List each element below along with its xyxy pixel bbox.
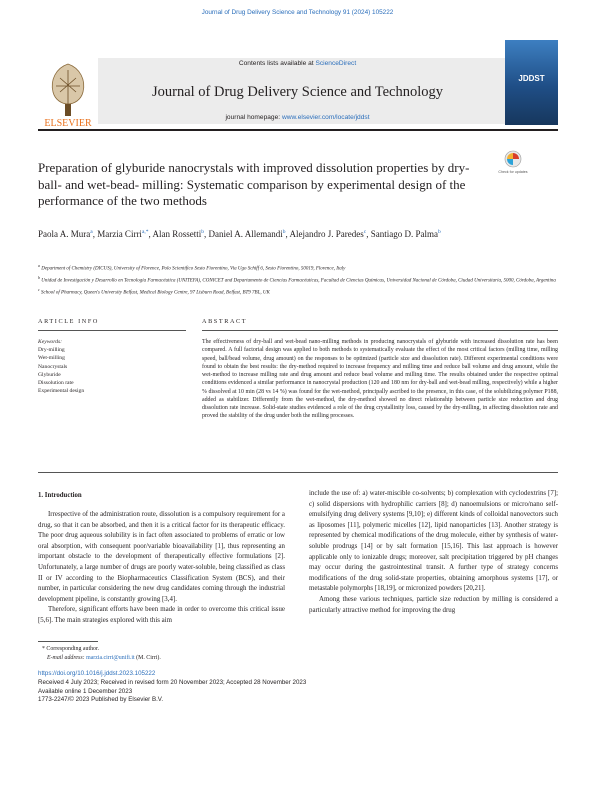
author-list (38, 226, 508, 241)
author-affiliation-marker[interactable]: c (363, 229, 367, 235)
author-separator: , (204, 229, 209, 239)
publication-metadata (38, 670, 438, 705)
affiliation-marker: c (38, 286, 40, 292)
affiliation-list (38, 262, 558, 298)
email-label: E-mail address: (47, 654, 85, 661)
keyword-list (38, 346, 188, 395)
keywords-label: Keywords: (38, 339, 63, 345)
header-rule (38, 129, 558, 131)
author-name[interactable]: Paola A. Mura (38, 229, 91, 239)
keyword: Glyburide (38, 371, 61, 378)
keywords-block (38, 338, 188, 395)
abstract-heading: ABSTRACT (202, 318, 248, 325)
author-name[interactable]: Daniel A. Allemandi (208, 229, 283, 239)
affiliation (38, 262, 558, 274)
doi-link[interactable]: https://doi.org/10.1016/j.jddst.2023.105222 (38, 670, 156, 677)
email-line (38, 654, 338, 663)
sciencedirect-link[interactable]: ScienceDirect (315, 60, 357, 67)
footnote (38, 645, 338, 662)
author-separator: , (148, 229, 153, 239)
introduction-right-column (309, 489, 558, 616)
author-separator: , (92, 229, 98, 239)
author-affiliation-marker[interactable]: b (201, 229, 205, 235)
journal-name: Journal of Drug Delivery Science and Technology (151, 84, 444, 100)
introduction-left-column (38, 510, 285, 627)
affiliation-text: Department of Chemistry (DICUS), University of Florence, Polo Scientifico Sesto Fiorentino, Via Ugo Schiff 6, Sesto Fiorentino, 50019, Florence, Italy (40, 266, 346, 272)
homepage-link[interactable]: www.elsevier.com/locate/jddst (281, 114, 370, 121)
author-name[interactable]: Alejandro J. Paredes (289, 229, 364, 239)
corresponding-author-note: * Corresponding author. (42, 646, 100, 652)
author-separator: , (285, 229, 290, 239)
author-name[interactable]: Alan Rossetti (152, 229, 202, 239)
running-head[interactable]: Journal of Drug Delivery Science and Technology 91 (2024) 105222 (201, 9, 394, 16)
keyword: Nanocrystals (38, 363, 68, 370)
email-link[interactable]: marzia.cirri@unifi.it (86, 654, 135, 661)
crossmark-label: Check for updates (498, 170, 528, 174)
introduction-heading: 1. Introduction (38, 492, 82, 499)
author-affiliation-marker[interactable]: a,* (141, 229, 149, 235)
check-for-updates-icon[interactable] (498, 150, 528, 178)
paragraph: Therefore, significant efforts have been made in order to overcome this critical issue [5,6]. The main strategies explored with this aim (38, 606, 285, 624)
abstract-text: The effectiveness of dry-ball and wet-bead nano-milling methods in producing nanocrystals of glyburide with increased dissolution rate has been compared. A full factorial design was applied to both methods to systematically evaluate the effect of the most critical factors (milling time, milling speed, ball/bead volume, drug amount) on the responses to be optimized (particle size and dissolution rate). Different experimental conditions were found to obtain the best results: the dry-method required to increase frequency and milling time and reduce ball volume and drug amount, while the wet-method to increase milling rate and drug amount and reduce bead volume and milling time. The results obtained under the respective optimal conditions evidenced a similar performance in nanocrystal production (120 and 180 nm for dry-ball and wet-bead milling, respectively) while a higher % dissolved at 10 min (28 vs 14 %) was found for the wet-method, principally ascribed to the presence, in this case, of the solubilizing polymer P188, added as stabilizer. Differently from the wet-method, the dry-method showed no direct relationship between particle size reduction and drug dissolution rate increase. Solid-state studies evidenced a role of the drug crystallinity loss, caused by the dry-milling, in affecting dissolution rate and proved the stability of the drug under both the milling processes. (202, 339, 558, 420)
article-title: Preparation of glyburide nanocrystals with improved dissolution properties by dry-ball- and wet-bead- milling: Systematic comparison by experimental design of the performance of the two methods (38, 160, 470, 208)
author-separator: , (366, 229, 371, 239)
affiliation (38, 286, 558, 298)
paragraph: Irrespective of the administration route, dissolution is a compulsory requirement for a drug, so that it can be absorbed, and then it is a critical factor for its therapeutic efficacy. The poor drug aqueous solubility is in fact often associated to problems of erratic or low oral absorption, with consequent poor/variable bioavailability [1], thus representing an important obstacle to the development of therapeutically effective formulations [2]. Unfortunately, a large number of drugs are poorly water-soluble, being classified as class II or IV according to the Biopharmaceutics Classification System (BCS), and their number, in particular considering the new drug candidates coming through the industrial development pipeline, is constantly growing [3,4]. (38, 511, 285, 603)
email-suffix: (M. Cirri). (136, 654, 161, 661)
online-date: Available online 1 December 2023 (38, 687, 133, 695)
affiliation-text: School of Pharmacy, Queen's University Belfast, Medical Biology Centre, 97 Lisburn Road, Belfast, BT9 7BL, UK (39, 290, 270, 296)
affiliation-marker: a (38, 263, 40, 268)
author-affiliation-marker[interactable]: a (90, 229, 93, 235)
paragraph: include the use of: a) water-miscible co-solvents; b) complexation with cyclodextrins [7]; c) solid dispersions with hydrophilic carriers [8]; d) nanoemulsions or micro/nano self-emulsifying drug delivery systems [9,10]; e) different kinds of colloidal nanovectors such as liposomes [11], polymeric micelles [12], lipid nanoparticles [13]. Another strategy is represented by chemical modifications of the drug molecule, either by synthesis of water-soluble prodrugs [14] or by salt formation [15,16]. This last approach is however applicable only to ionizable drugs; moreover, salt precipitation triggered by pH changes may occur during the gastrointestinal transit. A further type of strategy concerns modifications of the drug solid-state properties, obtaining amorphous systems [17], or metastable polymorphs [18,19], or micronized powders [20,21]. (309, 490, 558, 593)
contents-prefix: Contents lists available at (238, 60, 314, 67)
homepage-prefix: journal homepage: (225, 114, 281, 121)
article-info-rule (38, 330, 186, 331)
journal-cover-title: JDDST (518, 74, 545, 83)
author-affiliation-marker[interactable]: b (437, 229, 441, 235)
article-info-heading: ARTICLE INFO (38, 318, 99, 325)
affiliation (38, 274, 558, 286)
abstract-bottom-rule (38, 472, 558, 473)
author-name[interactable]: Santiago D. Palma (370, 229, 438, 239)
elsevier-wordmark: ELSEVIER (44, 118, 92, 129)
received-dates: Received 4 July 2023; Received in revised form 20 November 2023; Accepted 28 November 2023 (38, 678, 307, 686)
keyword: Dry-milling (38, 347, 65, 354)
affiliation-text: Unidad de Investigación y Desarrollo en Tecnología Farmacéutica (UNITEFA), CONICET and Departamento de Ciencias Farmacéuticas, Facultad de Ciencias Químicas, Universidad Nacional de Córdoba, Ciudad Universitaria, 5000, Córdoba, Argentina (40, 278, 556, 284)
keyword: Dissolution rate (38, 380, 74, 387)
affiliation-marker: b (38, 274, 40, 280)
author-affiliation-marker[interactable]: b (282, 229, 286, 235)
copyright-line: 1773-2247/© 2023 Published by Elsevier B.V. (38, 696, 164, 704)
keyword: Experimental design (38, 388, 85, 395)
footnote-rule (38, 641, 98, 642)
keyword: Wet-milling (38, 355, 65, 362)
elsevier-logo (38, 58, 98, 130)
paragraph: Among these various techniques, particle size reduction by milling is considered a particularly attractive method for improving the drug (309, 595, 558, 614)
abstract-rule (202, 330, 558, 331)
author-name[interactable]: Marzia Cirri (97, 229, 142, 239)
